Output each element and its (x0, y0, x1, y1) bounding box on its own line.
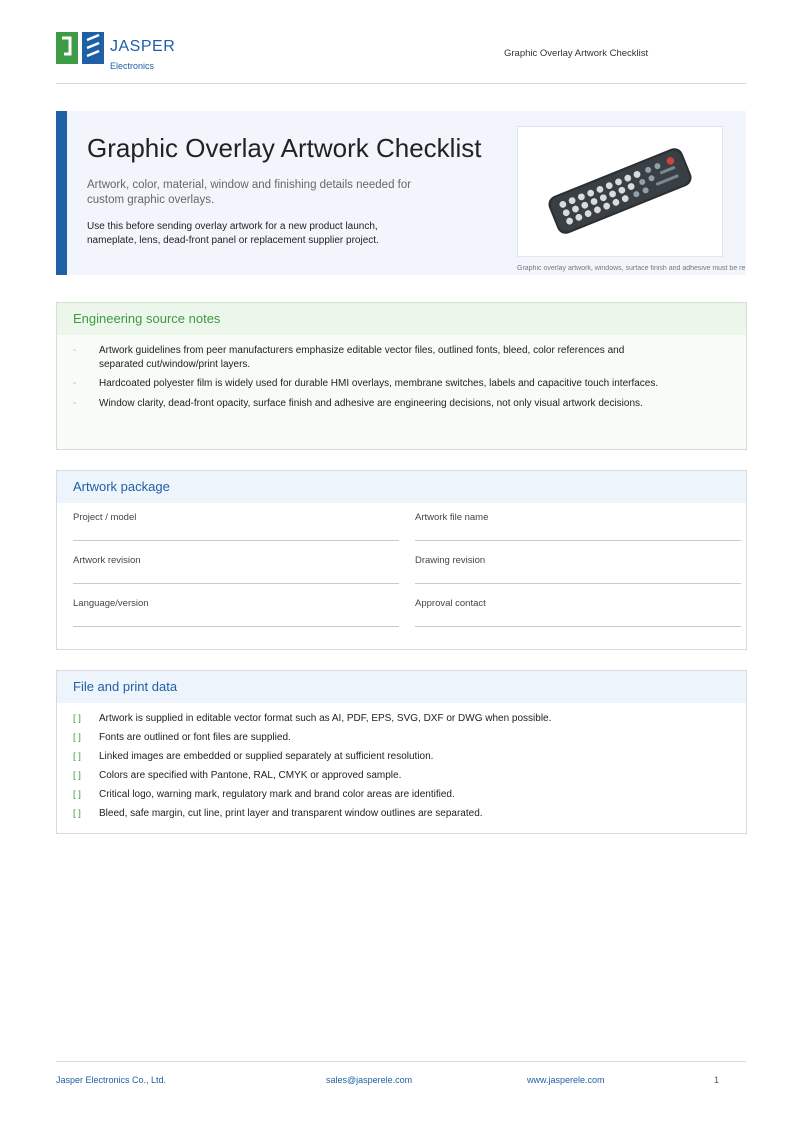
artwork-revision-field[interactable] (73, 545, 399, 584)
language-version-field[interactable] (73, 588, 399, 627)
field-label: Language/version (73, 598, 149, 609)
bullet-marker: - (73, 378, 77, 389)
page-title: Graphic Overlay Artwork Checklist (87, 133, 482, 163)
list-item (57, 377, 669, 391)
note-text: Window clarity, dead-front opacity, surface finish and adhesive are engineering decisions, not only visual artwork decisions. (99, 397, 643, 409)
footer-website-link[interactable]: www.jasperele.com (527, 1075, 605, 1085)
engineering-notes-list (57, 335, 746, 410)
checkbox-marker[interactable]: [ ] (73, 808, 81, 819)
footer-divider (56, 1061, 746, 1062)
file-print-heading: File and print data (57, 671, 746, 703)
footer-email-link[interactable]: sales@jasperele.com (326, 1075, 413, 1085)
artwork-file-name-field[interactable] (415, 502, 741, 541)
hero-banner (56, 111, 746, 275)
footer-company: Jasper Electronics Co., Ltd. (56, 1075, 167, 1085)
brand-subtitle: Electronics (110, 61, 155, 71)
checklist-item[interactable] (57, 788, 746, 801)
field-label: Project / model (73, 512, 137, 523)
approval-contact-field[interactable] (415, 588, 741, 627)
checkbox-marker[interactable]: [ ] (73, 770, 81, 781)
checklist-item[interactable] (57, 769, 746, 782)
photo-caption: Graphic overlay artwork, windows, surface finish and adhesive must be re (517, 265, 746, 272)
overlay-photo-frame (517, 126, 723, 257)
checklist-text: Linked images are embedded or supplied separately at sufficient resolution. (99, 751, 434, 762)
checklist-text: Bleed, safe margin, cut line, print layer and transparent window outlines are separated. (99, 808, 483, 819)
project-model-field[interactable] (73, 502, 399, 541)
engineering-notes-panel (56, 302, 747, 450)
brand-name: JASPER (110, 38, 176, 55)
engineering-notes-heading: Engineering source notes (57, 303, 746, 335)
field-label: Drawing revision (415, 555, 486, 566)
checklist-item[interactable] (57, 712, 746, 725)
file-print-panel (56, 670, 747, 834)
checklist-item[interactable] (57, 750, 746, 763)
header-divider (56, 83, 746, 84)
note-text: Hardcoated polyester film is widely used for durable HMI overlays, membrane switches, labels and capacitive touch interfaces. (99, 378, 659, 389)
checklist-text: Colors are specified with Pantone, RAL, CMYK or approved sample. (99, 770, 402, 781)
checklist-text: Critical logo, warning mark, regulatory mark and brand color areas are identified. (99, 789, 455, 800)
bullet-marker: - (73, 397, 77, 409)
bullet-marker: - (73, 345, 77, 356)
field-label: Approval contact (415, 598, 486, 609)
artwork-package-heading: Artwork package (57, 471, 746, 503)
header-doc-title: Graphic Overlay Artwork Checklist (504, 48, 649, 59)
checkbox-marker[interactable]: [ ] (73, 751, 81, 762)
page-subtitle: Artwork, color, material, window and finishing details needed for custom graphic overlays. (87, 179, 412, 206)
field-label: Artwork file name (415, 512, 489, 523)
field-label: Artwork revision (73, 555, 141, 566)
page-number: 1 (714, 1075, 720, 1085)
remote-keypad-overlay-photo-icon (518, 127, 722, 256)
checklist-item[interactable] (57, 807, 746, 820)
checkbox-marker[interactable]: [ ] (73, 789, 81, 800)
hero-accent-bar (56, 111, 67, 275)
checkbox-marker[interactable]: [ ] (73, 732, 81, 743)
file-print-checklist (57, 703, 746, 820)
checkbox-marker[interactable]: [ ] (73, 713, 81, 724)
drawing-revision-field[interactable] (415, 545, 741, 584)
checklist-text: Artwork is supplied in editable vector format such as AI, PDF, EPS, SVG, DXF or DWG when possible. (99, 713, 552, 724)
page-intro: Use this before sending overlay artwork for a new product launch, nameplate, lens, dead-front panel or replacement supplier project. (87, 221, 379, 246)
jasper-logo-icon (56, 32, 104, 64)
checklist-text: Fonts are outlined or font files are supplied. (99, 732, 291, 743)
note-text: Artwork guidelines from peer manufacturers emphasize editable vector files, outlined fonts, bleed, color references and separated cut/window/print layers. (99, 345, 625, 370)
artwork-package-panel (56, 470, 747, 650)
checklist-item[interactable] (57, 731, 746, 744)
list-item (57, 397, 669, 411)
list-item (57, 344, 669, 371)
